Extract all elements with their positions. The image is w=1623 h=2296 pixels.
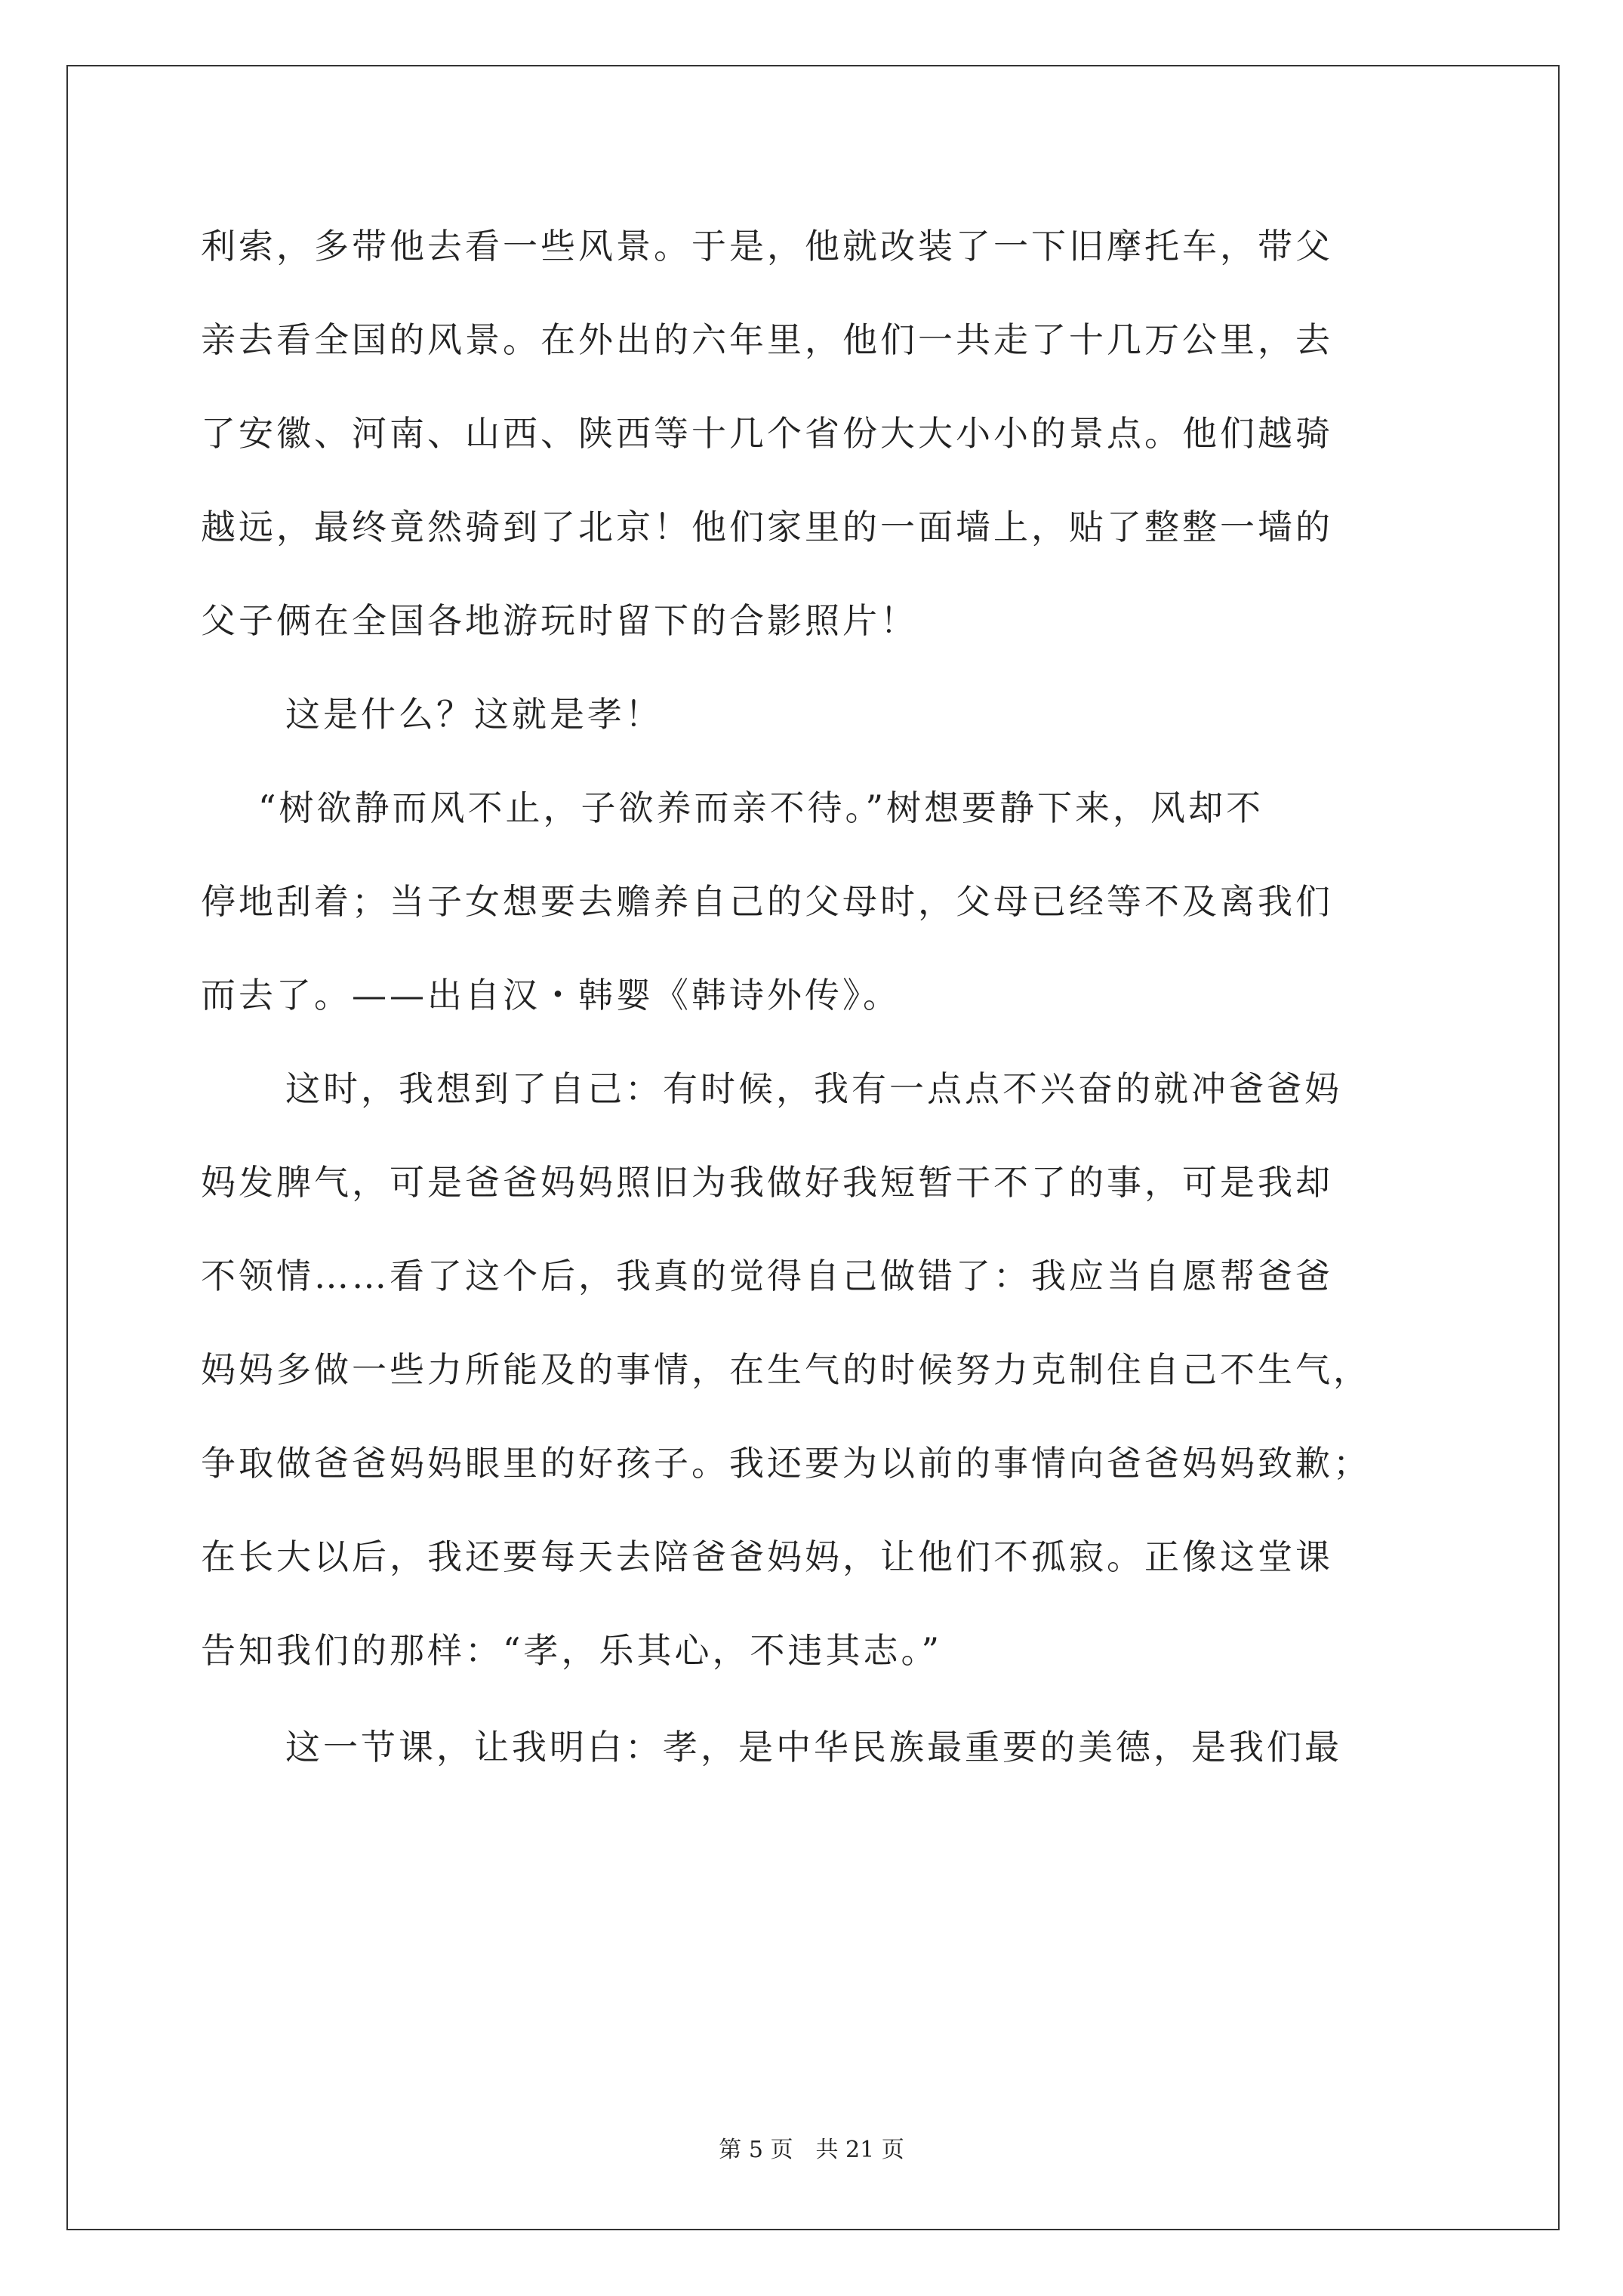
page-number: 第 5 页 共 21 页: [719, 2137, 904, 2163]
text-line: 妈发脾气，可是爸爸妈妈照旧为我做好我短暂干不了的事，可是我却: [201, 1162, 1333, 1203]
text-line: 了安徽、河南、山西、陕西等十几个省份大大小小的景点。他们越骑: [201, 413, 1333, 454]
text-line: 越远，最终竟然骑到了北京！他们家里的一面墙上，贴了整整一墙的: [201, 507, 1333, 547]
page-border: [66, 65, 1560, 2230]
text-line: 这一节课，让我明白：孝，是中华民族最重要的美德，是我们最: [285, 1727, 1342, 1767]
text-line: 亲去看全国的风景。在外出的六年里，他们一共走了十几万公里，去: [201, 319, 1333, 360]
text-line: 停地刮着；当子女想要去赡养自己的父母时，父母已经等不及离我们: [201, 881, 1333, 922]
text-line: 父子俩在全国各地游玩时留下的合影照片！: [201, 600, 918, 641]
text-line: 告知我们的那样：“孝，乐其心，不违其志。”: [201, 1630, 943, 1671]
text-line: 争取做爸爸妈妈眼里的好孩子。我还要为以前的事情向爸爸妈妈致歉；: [201, 1443, 1371, 1484]
text-line: 利索，多带他去看一些风景。于是，他就改装了一下旧摩托车，带父: [201, 226, 1333, 267]
text-line: 不领情……看了这个后，我真的觉得自己做错了：我应当自愿帮爸爸: [201, 1256, 1333, 1296]
text-line: 这时，我想到了自己：有时候，我有一点点不兴奋的就冲爸爸妈: [285, 1068, 1342, 1109]
text-line: 而去了。——出自汉・韩婴《韩诗外传》。: [201, 975, 901, 1015]
text-line: 这是什么？这就是孝！: [285, 694, 663, 735]
text-line: “树欲静而风不止，子欲养而亲不待。”树想要静下来，风却不: [258, 787, 1264, 828]
text-line: 在长大以后，我还要每天去陪爸爸妈妈，让他们不孤寂。正像这堂课: [201, 1536, 1333, 1577]
text-line: 妈妈多做一些力所能及的事情，在生气的时候努力克制住自己不生气，: [201, 1349, 1371, 1390]
